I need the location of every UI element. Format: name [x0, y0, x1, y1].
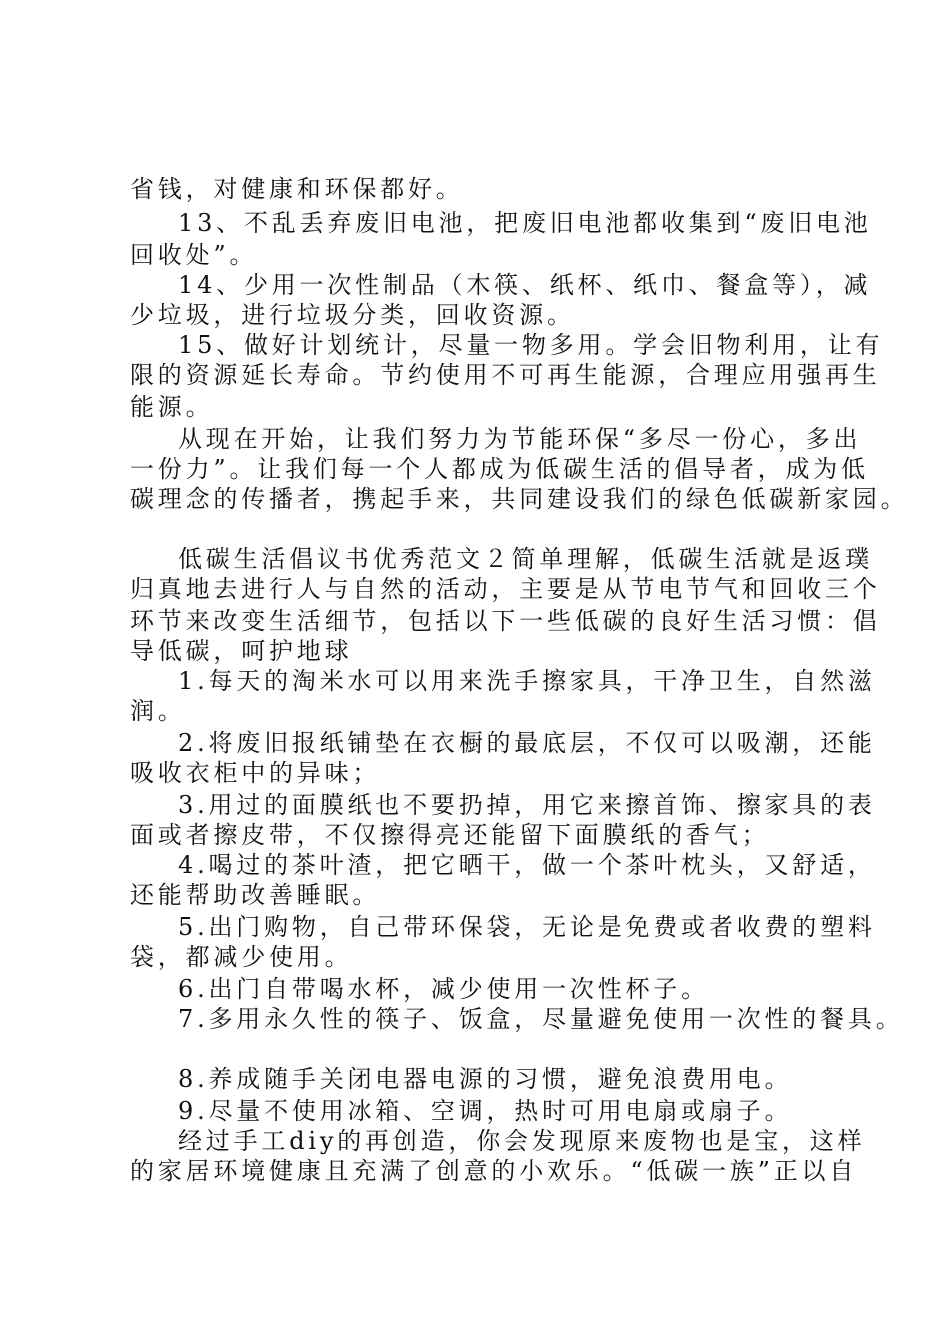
text-line: 4.喝过的茶叶渣，把它晒干，做一个茶叶枕头，又舒适， — [178, 851, 876, 879]
text-line: 15、做好计划统计，尽量一物多用。学会旧物利用，让有 — [178, 331, 884, 359]
text-line: 省钱，对健康和环保都好。 — [130, 175, 464, 203]
text-line: 回收处”。 — [130, 241, 258, 269]
text-line: 能源。 — [130, 393, 214, 421]
text-line: 限的资源延长寿命。节约使用不可再生能源，合理应用强再生 — [130, 361, 881, 389]
text-line: 7.多用永久性的筷子、饭盒，尽量避免使用一次性的餐具。 — [178, 1005, 904, 1033]
text-line: 环节来改变生活细节，包括以下一些低碳的良好生活习惯：倡 — [130, 607, 881, 635]
text-line: 还能帮助改善睡眠。 — [130, 881, 381, 909]
text-line: 吸收衣柜中的异味； — [130, 759, 381, 787]
text-line: 导低碳，呵护地球 — [130, 637, 353, 665]
text-line: 的家居环境健康且充满了创意的小欢乐。“低碳一族”正以自 — [130, 1157, 858, 1185]
text-line: 归真地去进行人与自然的活动，主要是从节电节气和回收三个 — [130, 575, 881, 603]
text-line: 低碳生活倡议书优秀范文２简单理解，低碳生活就是返璞 — [178, 545, 873, 573]
text-line: 润。 — [130, 697, 186, 725]
text-line: 从现在开始，让我们努力为节能环保“多尽一份心，多出 — [178, 425, 862, 453]
text-line: 9.尽量不使用冰箱、空调，热时可用电扇或扇子。 — [178, 1097, 793, 1125]
text-line: 2.将废旧报纸铺垫在衣橱的最底层，不仅可以吸潮，还能 — [178, 729, 876, 757]
text-line: 少垃圾，进行垃圾分类，回收资源。 — [130, 301, 575, 329]
text-line: 面或者擦皮带，不仅擦得亮还能留下面膜纸的香气； — [130, 821, 770, 849]
text-line: 5.出门购物，自己带环保袋，无论是免费或者收费的塑料 — [178, 913, 876, 941]
text-line: 袋，都减少使用。 — [130, 943, 353, 971]
text-line: 13、不乱丢弃废旧电池，把废旧电池都收集到“废旧电池 — [178, 209, 872, 237]
text-line: 一份力”。让我们每一个人都成为低碳生活的倡导者，成为低 — [130, 455, 869, 483]
text-line: 6.出门自带喝水杯，减少使用一次性杯子。 — [178, 975, 709, 1003]
text-line: 碳理念的传播者，携起手来，共同建设我们的绿色低碳新家园。 — [130, 485, 909, 513]
text-line: 1.每天的淘米水可以用来洗手擦家具，干净卫生，自然滋 — [178, 667, 876, 695]
text-line: 3.用过的面膜纸也不要扔掉，用它来擦首饰、擦家具的表 — [178, 791, 876, 819]
text-line: 8.养成随手关闭电器电源的习惯，避免浪费用电。 — [178, 1065, 793, 1093]
text-line: 经过手工diy的再创造，你会发现原来废物也是宝，这样 — [178, 1127, 866, 1155]
text-line: 14、少用一次性制品（木筷、纸杯、纸巾、餐盒等），减 — [178, 271, 872, 299]
